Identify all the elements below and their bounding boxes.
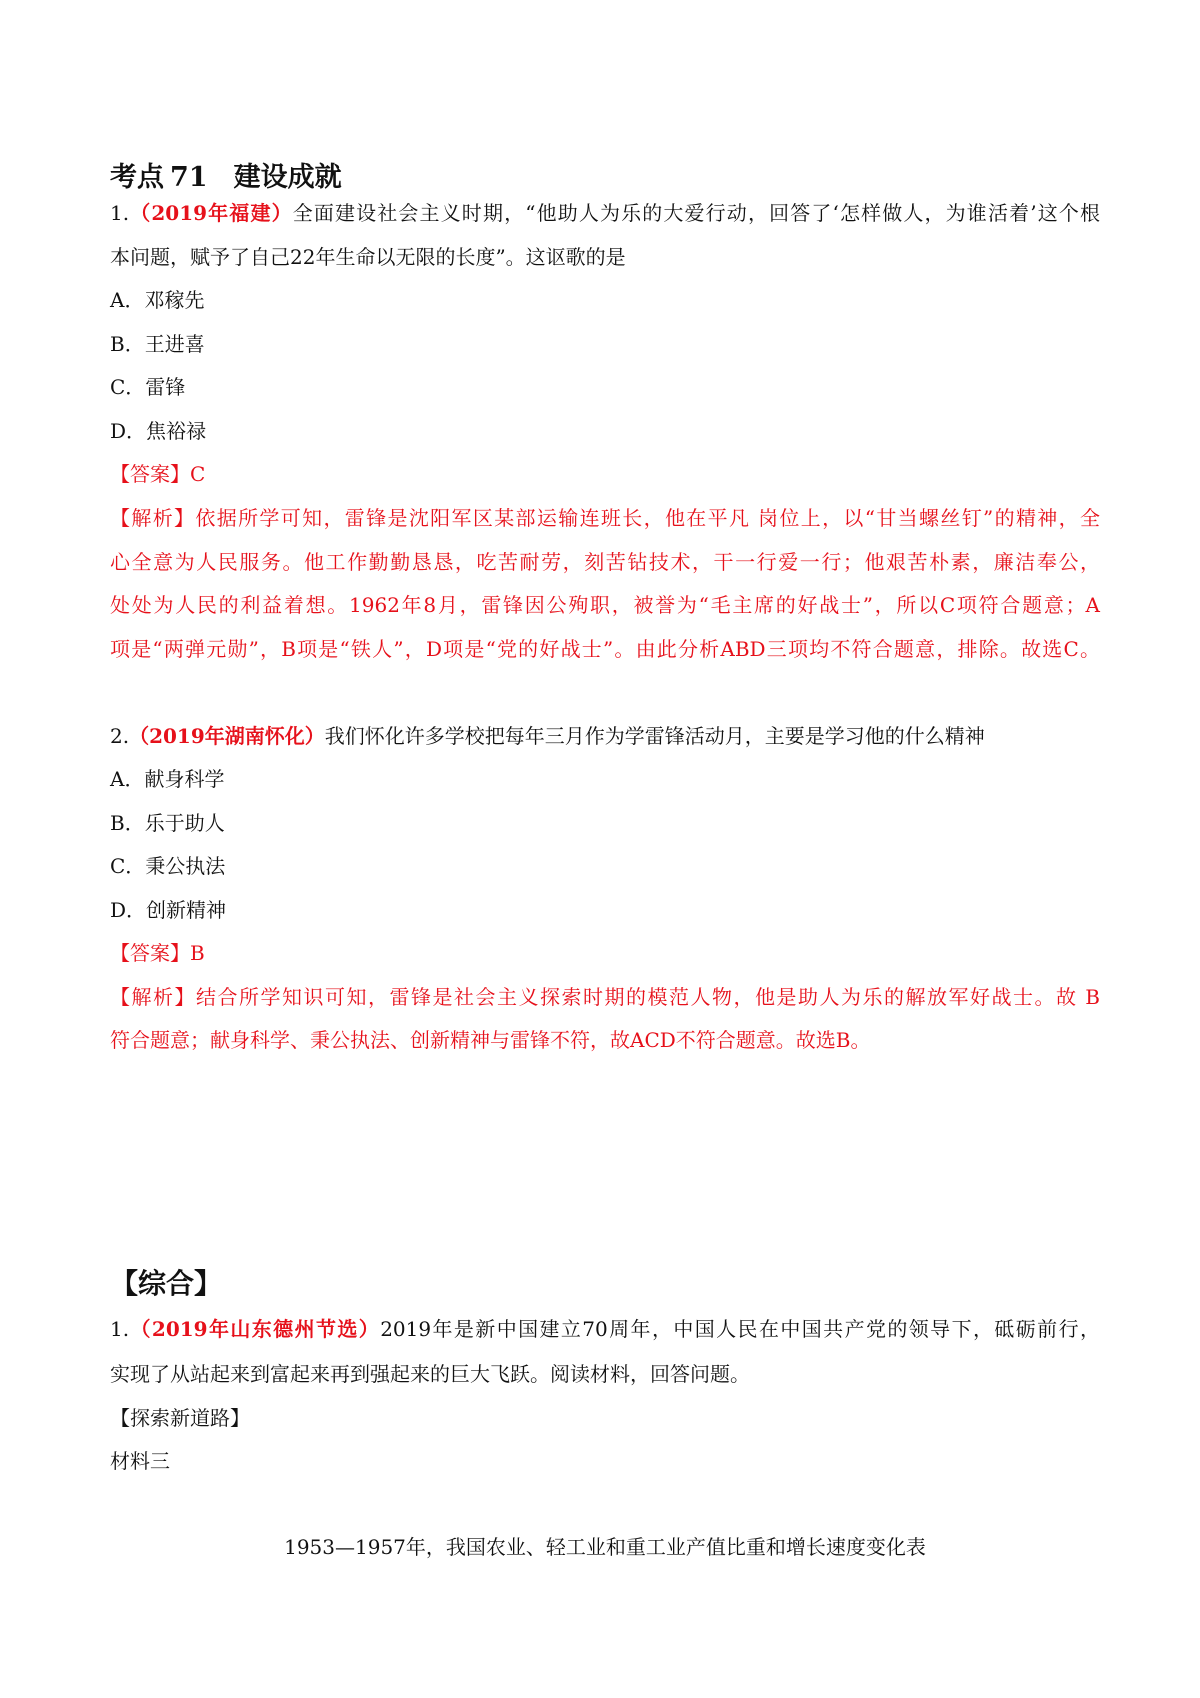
section-title-name: 建设成就 — [233, 162, 342, 193]
comp-q1-source: （2019年山东德州节选） — [129, 1317, 381, 1341]
q1-option-b: B．王进喜 — [110, 332, 205, 356]
q2-analysis-line2: 符合题意；献身科学、秉公执法、创新精神与雷锋不符，故ACD不符合题意。故选B。 — [110, 1028, 871, 1052]
q2-stem — [110, 722, 1100, 750]
section-title-prefix: 考点 — [110, 162, 164, 193]
comp-q1-stem-line2: 实现了从站起来到富起来再到强起来的巨大飞跃。阅读材料，回答问题。 — [110, 1362, 750, 1386]
comp-q1-material: 材料三 — [110, 1449, 170, 1473]
comp-q1-stem-text: 2019年是新中国建立70周年，中国人民在中国共产党的领导下，砥砺前行， — [380, 1317, 1100, 1341]
section-title — [110, 155, 342, 194]
q1-stem-text: 全面建设社会主义时期，“他助人为乐的大爱行动，回答了‘怎样做人，为谁活着’这个根 — [292, 201, 1100, 225]
q1-stem-line1 — [110, 199, 1100, 227]
q1-stem-line2: 本问题，赋予了自己22年生命以无限的长度”。这讴歌的是 — [110, 245, 626, 269]
table-caption: 1953—1957年，我国农业、轻工业和重工业产值比重和增长速度变化表 — [284, 1535, 926, 1559]
q1-option-d: D．焦裕禄 — [110, 419, 207, 443]
q2-number: 2. — [110, 724, 130, 748]
comp-q1-number: 1. — [110, 1317, 130, 1341]
q1-analysis-line2: 心全意为人民服务。他工作勤勤恳恳，吃苦耐劳，刻苦钻技术，干一行爱一行；他艰苦朴素，廉洁奉公， — [110, 550, 1100, 574]
q1-analysis-line3: 处处为人民的利益着想。1962年8月，雷锋因公殉职，被誉为“毛主席的好战士”，所以C项符合题意；A — [110, 593, 1100, 617]
q2-option-b: B．乐于助人 — [110, 811, 225, 835]
q2-option-d: D．创新精神 — [110, 898, 227, 922]
section-title-number: 71 — [170, 162, 208, 193]
q2-analysis-line1: 【解析】结合所学知识可知，雷锋是社会主义探索时期的模范人物，他是助人为乐的解放军好战士。故 B — [110, 985, 1100, 1009]
q1-number: 1. — [110, 201, 130, 225]
comp-q1-subsection: 【探索新道路】 — [110, 1406, 250, 1430]
q2-option-c: C．秉公执法 — [110, 854, 226, 878]
q1-analysis-line1: 【解析】依据所学可知，雷锋是沈阳军区某部运输连班长，他在平凡 岗位上，以“甘当螺丝钉”的精神，全 — [110, 506, 1100, 530]
q2-answer: 【答案】B — [110, 941, 205, 965]
q2-stem-text: 我们怀化许多学校把每年三月作为学雷锋活动月，主要是学习他的什么精神 — [324, 724, 985, 748]
comp-q1-stem-line1 — [110, 1315, 1100, 1343]
q1-source: （2019年福建） — [129, 201, 293, 225]
q2-option-a: A．献身科学 — [110, 767, 225, 791]
q1-analysis-line4: 项是“两弹元勋”，B项是“铁人”，D项是“党的好战士”。由此分析ABD三项均不符合题意，排除。故选C。 — [110, 637, 1100, 661]
comprehensive-title: 【综合】 — [110, 1267, 223, 1300]
q1-option-c: C．雷锋 — [110, 375, 186, 399]
q2-source: （2019年湖南怀化） — [129, 724, 325, 748]
q1-answer: 【答案】C — [110, 462, 206, 486]
q1-option-a: A．邓稼先 — [110, 288, 205, 312]
